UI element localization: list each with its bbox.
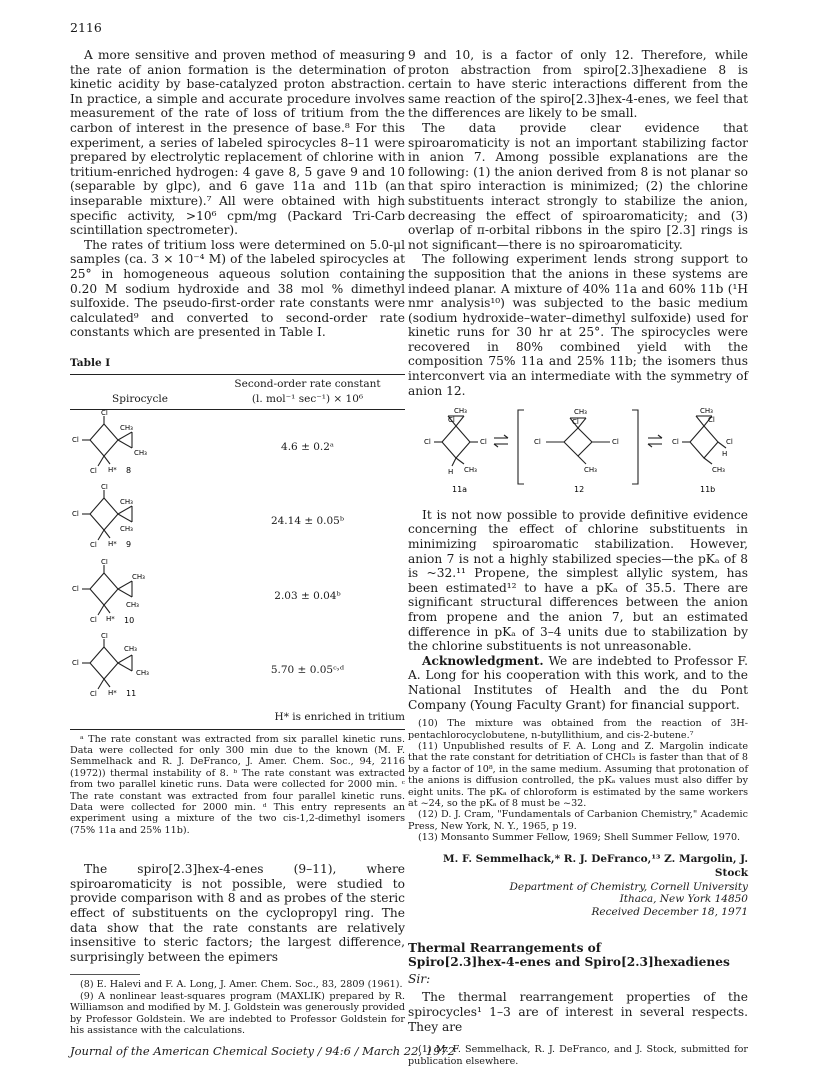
article-title: [408, 941, 748, 970]
svg-text:10: 10: [124, 615, 135, 625]
footnote: (10) The mixture was obtained from the reaction of 3H-pentachlorocyclobutene, n-butyllithium, and cis-2-butene.⁷: [408, 718, 748, 741]
svg-text:Cl: Cl: [101, 484, 108, 492]
svg-text:CH₃: CH₃: [454, 407, 467, 416]
page-number: 2116: [70, 20, 102, 35]
svg-text:Cl: Cl: [726, 438, 733, 447]
col-header-line: (l. mol⁻¹ sec⁻¹) × 10⁶: [251, 393, 364, 406]
table-row: [70, 409, 405, 484]
acknowledgment: [408, 654, 748, 712]
svg-text:Cl: Cl: [72, 510, 79, 519]
footnotes: [408, 718, 748, 843]
spirocycle-structure: [70, 410, 210, 480]
svg-text:CH₃: CH₃: [464, 466, 477, 475]
footnote-divider: [70, 974, 140, 975]
table-title: Table I: [70, 356, 111, 369]
rate-value: 2.03 ± 0.04ᵇ: [274, 589, 341, 602]
svg-text:Cl: Cl: [572, 418, 579, 427]
article-title-line: Thermal Rearrangements of: [408, 940, 602, 955]
svg-text:Cl: Cl: [672, 438, 679, 447]
paragraph: A more sensitive and proven method of measuring the rate of anion formation is the determination of kinetic acidity by base-catalyzed proton abstraction. In practice, a simple and accurate procedure involves measurement of the rate of loss of tritium from the carbon of interest in the presence of base.⁸ For this experiment, a series of labeled spirocycles 8–11 were prepared by electrolytic replacement of chlorine with tritium-enriched hydrogen: 4 gave 8, 5 gave 9 and 10 (separable by glpc), and 6 gave 11a and 11b (an inseparable mixture).⁷ All were obtained with high specific activity, >10⁶ cpm/mg (Packard Tri-Carb scintillation spectrometer).: [70, 48, 405, 238]
svg-text:Cl: Cl: [72, 659, 79, 668]
svg-text:CH₃: CH₃: [120, 423, 133, 432]
right-column: [408, 48, 748, 1067]
svg-text:H*: H*: [108, 540, 117, 549]
footnote: (8) E. Halevi and F. A. Long, J. Amer. Chem. Soc., 83, 2809 (1961).: [80, 979, 403, 991]
journal-footer: Journal of the American Chemical Society / 94:6 / March 22, 1972: [70, 1044, 456, 1058]
footnote: (1) M. F. Semmelhack, R. J. DeFranco, and J. Stock, submitted for publication elsewhere.: [408, 1044, 748, 1067]
rate-value: 4.6 ± 0.2ᵃ: [281, 440, 334, 453]
table-1: [70, 356, 405, 836]
isomerization-scheme: [408, 404, 748, 500]
received-date: Received December 18, 1971: [591, 906, 748, 918]
footnote: (11) Unpublished results of F. A. Long and Z. Margolin indicate that the rate constant for detritiation of CHCl₃ is faster than that of 8 by a factor of 10⁸, in the same medium. Assuming that protonation of the anions is diffusion controlled, the pKₐ values must also differ by eight units. The pKₐ of chloroform is estimated by the same workers at ~24, so the pKₐ of 8 must be ~32.: [408, 740, 748, 809]
svg-text:Cl: Cl: [424, 438, 431, 447]
svg-text:CH₃: CH₃: [124, 645, 137, 654]
svg-text:CH₃: CH₃: [120, 525, 133, 534]
svg-text:Cl: Cl: [612, 438, 619, 447]
svg-text:H*: H*: [108, 689, 117, 698]
svg-text:CH₃: CH₃: [712, 466, 725, 475]
svg-text:11: 11: [126, 689, 137, 699]
footnote: (12) D. J. Cram, "Fundamentals of Carbanion Chemistry," Academic Press, New York, N. Y., 1965, p 19.: [408, 809, 748, 832]
svg-text:Cl: Cl: [534, 438, 541, 447]
svg-text:Cl: Cl: [72, 584, 79, 593]
svg-text:Cl: Cl: [480, 438, 487, 447]
footnotes: [70, 979, 405, 1036]
paragraph: The rates of tritium loss were determined on 5.0-μl samples (ca. 3 × 10⁻⁴ M) of the labeled spirocycles at 25° in homogeneous aqueous solution containing 0.20 M sodium hydroxide and 38 mol % dimethyl sulfoxide. The pseudo-first-order rate constants were calculated⁹ and converted to second-order rate constants which are presented in Table I.: [70, 237, 405, 340]
table-notes: [70, 734, 405, 837]
svg-text:11a: 11a: [452, 485, 468, 495]
table-row: [70, 633, 405, 708]
svg-text:Cl: Cl: [90, 690, 97, 699]
affiliation-address: Ithaca, New York 14850: [619, 893, 748, 906]
col-header-spirocycle: Spirocycle: [112, 393, 168, 406]
structure-9: [70, 484, 210, 559]
structure-11: [70, 633, 210, 708]
svg-text:Cl: Cl: [90, 541, 97, 550]
rate-value: 5.70 ± 0.05ᶜ˒ᵈ: [270, 664, 345, 677]
svg-text:CH₃: CH₃: [126, 600, 139, 609]
svg-text:CH₃: CH₃: [134, 448, 147, 457]
acknowledgment-text: We are indebted to Professor F. A. Long for his cooperation with this work, and to the National Institutes of Health and the du Pont Company (Young Faculty Grant) for financial support.: [408, 653, 748, 712]
paragraph: 9 and 10, is a factor of only 12. Therefore, while proton abstraction from spiro[2.3]hexadiene 8 is certain to have steric interactions different from the same reaction of the spiro[2.3]hex-4-enes, we feel that the differences are likely to be small.: [408, 48, 748, 121]
spirocycle-structure: [70, 559, 210, 629]
author-list: M. F. Semmelhack,* R. J. DeFranco,¹³ Z. Margolin, J. Stock: [443, 852, 748, 880]
svg-text:H: H: [722, 450, 728, 459]
svg-text:12: 12: [574, 485, 585, 495]
left-column: [70, 48, 405, 1036]
svg-text:Cl: Cl: [708, 416, 715, 425]
col-header-rate: [210, 375, 405, 409]
table-row: [70, 559, 405, 634]
structure-8: [70, 409, 210, 484]
article-title-line: Spiro[2.3]hex-4-enes and Spiro[2.3]hexadienes: [408, 955, 730, 970]
rate-value: 24.14 ± 0.05ᵇ: [270, 515, 345, 528]
paragraph: The thermal rearrangement properties of the spirocycles¹ 1–3 are of interest in several respects. They are: [408, 990, 748, 1034]
svg-text:CH₃: CH₃: [584, 466, 597, 475]
paragraph: The data provide clear evidence that spiroaromaticity is not an important stabilizing factor in anion 7. Among possible explanations are the following: (1) the anion derived from 8 is not planar so that spiro interaction is minimized; (2) the chlorine substituents interact strongly to stabilize the anion, decreasing the effect of spiroaromaticity; and (3) overlap of π-orbital ribbons in the spiro [2.3] rings is not significant—there is no spiroaromaticity.: [408, 120, 748, 252]
svg-text:Cl: Cl: [101, 558, 108, 566]
svg-text:H: H: [448, 468, 454, 477]
salutation: Sir:: [408, 971, 431, 986]
svg-text:CH₃: CH₃: [132, 572, 145, 581]
svg-text:H*: H*: [108, 465, 117, 474]
spirocycle-structure: [70, 633, 210, 703]
svg-text:11b: 11b: [700, 485, 716, 495]
svg-text:Cl: Cl: [90, 615, 97, 624]
svg-text:H*: H*: [106, 614, 115, 623]
spirocycle-structure: [70, 484, 210, 554]
svg-text:CH₃: CH₃: [136, 669, 149, 678]
svg-text:Cl: Cl: [72, 435, 79, 444]
svg-text:Cl: Cl: [101, 409, 108, 417]
svg-text:9: 9: [126, 540, 132, 550]
svg-text:Cl: Cl: [90, 466, 97, 475]
svg-text:Cl: Cl: [448, 416, 455, 425]
footnote: (13) Monsanto Summer Fellow, 1969; Shell Summer Fellow, 1970.: [418, 832, 741, 844]
acknowledgment-heading: Acknowledgment.: [422, 653, 544, 668]
paragraph: The spiro[2.3]hex-4-enes (9–11), where spiroaromaticity is not possible, were studied to provide comparison with 8 and as probes of the steric effect of substituents on the cyclopropyl ring. The data show that the rate constants are relatively insensitive to steric factors; the largest difference, surprisingly between the epimers: [70, 862, 405, 964]
svg-text:CH₃: CH₃: [700, 407, 713, 416]
table-note: ᵃ The rate constant was extracted from six parallel kinetic runs. Data were collected for only 300 min due to the known (M. F. Semmelhack and R. J. DeFranco, J. Amer. Chem. Soc., 94, 2116 (1972)) thermal instability of 8. ᵇ The rate constant was extracted from two parallel kinetic runs. Data were collected for 2000 min. ᶜ The rate constant was extracted from four parallel kinetic runs. Data were collected for 2000 min. ᵈ This entry represents an experiment using a mixture of the two cis-1,2-dimethyl isomers (75% 11a and 25% 11b).: [70, 733, 405, 836]
svg-text:CH₃: CH₃: [574, 408, 587, 417]
affiliation: Department of Chemistry, Cornell University: [509, 880, 748, 893]
svg-text:Cl: Cl: [101, 633, 108, 641]
col-header-line: Second-order rate constant: [234, 378, 381, 391]
footnotes: [408, 1044, 748, 1067]
table-footer-note: H* is enriched in tritium: [70, 708, 405, 729]
structure-10: [70, 559, 210, 634]
svg-text:CH₃: CH₃: [120, 498, 133, 507]
footnote: (9) A nonlinear least-squares program (MAXLIK) prepared by R. Williamson and modified by M. J. Goldstein was generously provided by Professor Goldstein. We are indebted to Professor Goldstein for his assistance with the calculations.: [70, 990, 405, 1037]
paragraph: It is not now possible to provide definitive evidence concerning the effect of chlorine substituents in minimizing spiroaromatic stabilization. However, anion 7 is not a highly stabilized species—the pKₐ of 8 is ~32.¹¹ Propene, the simplest allylic system, has been estimated¹² to have a pKₐ of 35.5. There are significant structural differences between the anion from propene and the anion 7, but an estimated difference in pKₐ of 3–4 units due to stabilization by the chlorine substituents is not unreasonable.: [408, 507, 748, 654]
rate-table: [70, 374, 405, 729]
table-row: [70, 484, 405, 559]
paragraph: The following experiment lends strong support to the supposition that the anions in these systems are indeed planar. A mixture of 40% 11a and 60% 11b (¹H nmr analysis¹⁰) was subjected to the basic medium (sodium hydroxide–water–dimethyl sulfoxide) used for kinetic runs for 30 hr at 25°. The spirocycles were recovered in 80% combined yield with the composition 75% 11a and 25% 11b; the isomers thus interconvert via an intermediate with the symmetry of anion 12.: [408, 252, 748, 398]
svg-text:8: 8: [126, 465, 132, 475]
